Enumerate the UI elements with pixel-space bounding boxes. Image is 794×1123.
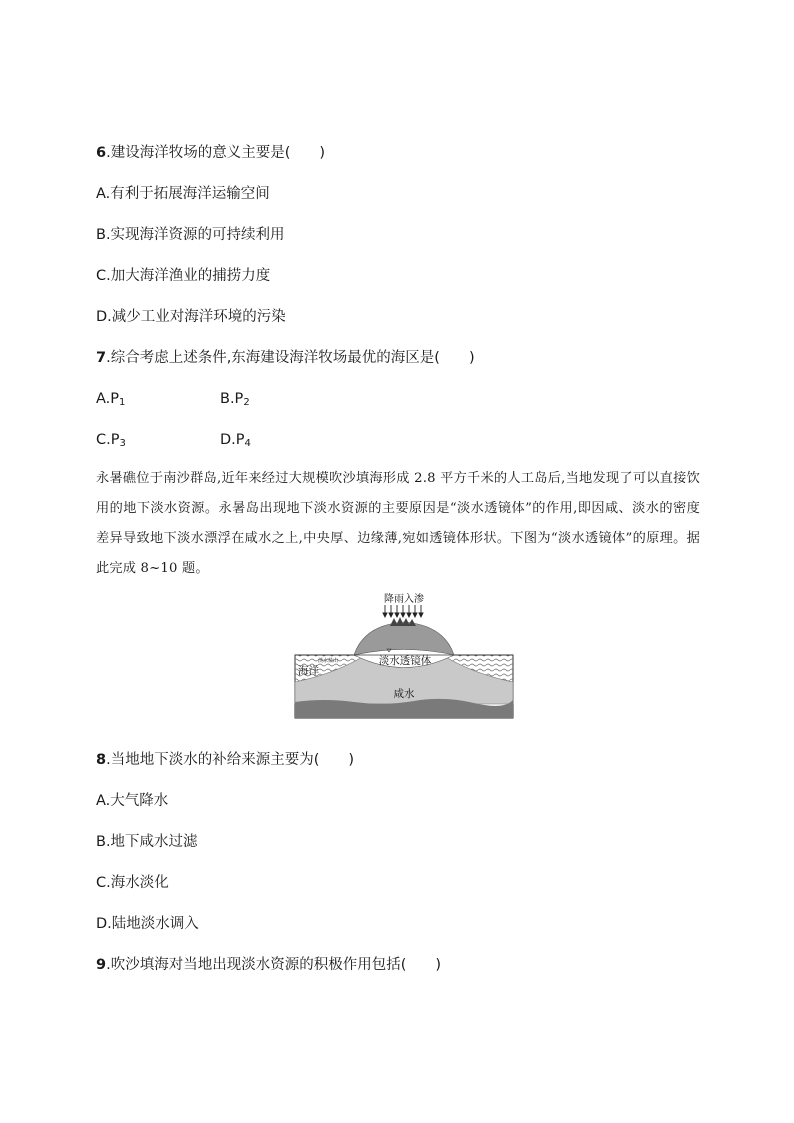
q7-option-a: $A.P_1$ — [96, 391, 126, 408]
q6-option-d: D.减少工业对海洋环境的污染 — [96, 309, 286, 325]
q8-option-d: D.陆地淡水调入 — [96, 916, 199, 932]
fresh-line-label: 淡水盐山 — [318, 658, 339, 664]
freshwater-lens-diagram — [294, 592, 514, 720]
q6-option-b: B.实现海洋资源的可持续利用 — [96, 227, 285, 243]
rain-label: 降雨入渗 — [384, 594, 424, 605]
question-number: 6 — [96, 145, 107, 161]
question-text: .综合考虑上述条件,东海建设海洋牧场最优的海区是( ) — [106, 350, 475, 366]
question-9-stem — [96, 955, 441, 975]
question-text: .当地地下淡水的补给来源主要为( ) — [106, 752, 355, 768]
question-text: .吹沙填海对当地出现淡水资源的积极作用包括( ) — [106, 957, 442, 973]
q7-option-b: $B.P_2$ — [220, 391, 250, 408]
q8-option-c: C.海水淡化 — [96, 875, 169, 891]
question-6-stem — [96, 143, 325, 163]
tree-icon — [390, 617, 416, 626]
question-7-stem — [96, 348, 475, 368]
question-number: 8 — [96, 752, 107, 768]
salt-water-label: 咸水 — [393, 688, 415, 700]
lens-label: 淡水透镜体 — [378, 655, 432, 667]
q7-option-d: $D.P_4$ — [220, 432, 251, 449]
q8-option-a: A.大气降水 — [96, 793, 169, 809]
rain-arrows-icon — [383, 605, 423, 617]
q7-option-c: $C.P_3$ — [96, 432, 126, 449]
freshwater-lens-figure — [294, 592, 514, 720]
question-8-stem — [96, 750, 354, 770]
question-number: 7 — [96, 350, 107, 366]
question-number: 9 — [96, 957, 107, 973]
reading-passage: 永暑礁位于南沙群岛,近年来经过大规模吹沙填海形成 2.8 平方千米的人工岛后,当地发现了可以直接饮用的地下淡水资源。永暑岛出现地下淡水资源的主要原因是“淡水透镜体”的作用,即因咸、淡水的密度差异导致地下淡水漂浮在咸水之上,中央厚、边缘薄,宛如透镜体形状。下图为“淡水透镜体”的原理。据此完成 8~10 题。 — [96, 471, 700, 576]
q8-option-b: B.地下咸水过滤 — [96, 834, 198, 850]
q6-option-c: C.加大海洋渔业的捕捞力度 — [96, 268, 271, 284]
q6-option-a: A.有利于拓展海洋运输空间 — [96, 186, 270, 202]
ocean-label: 海洋 — [298, 665, 319, 677]
question-text: .建设海洋牧场的意义主要是( ) — [106, 145, 326, 161]
